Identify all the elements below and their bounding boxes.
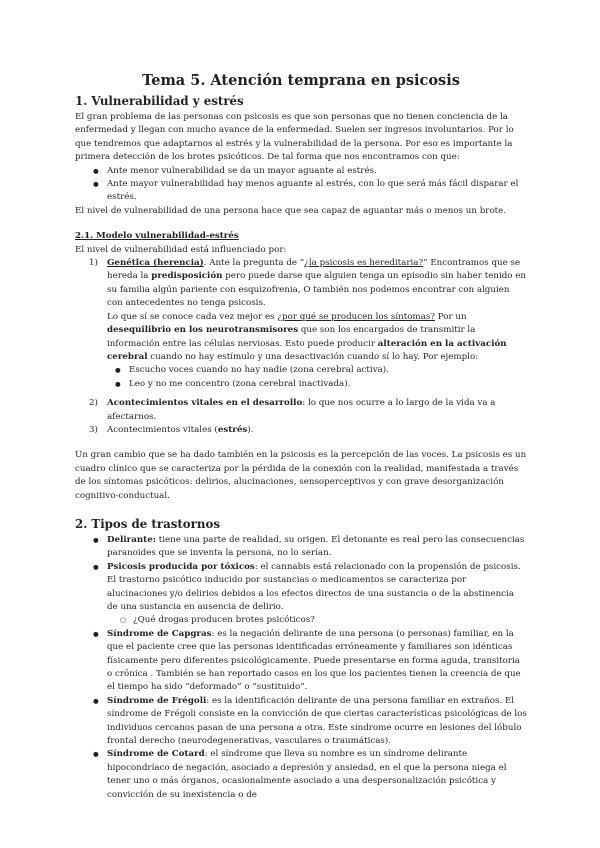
section-1-intro: El gran problema de las personas con psicosis es que son personas que no tienen conciencia de la enfermedad y llegan con mucho avance de la enfermedad. Suelen ser ingresos involuntarios. Por lo que tendremos que adaptarnos al estrés y la vulnerabilidad de la persona. Por eso es importante la primera detección de los brotes psicóticos. De tal forma que nos encontramos con que: [75, 112, 514, 163]
page-title: Tema 5. Atención temprana en psicosis [142, 72, 460, 89]
item-number: 3) [89, 424, 98, 435]
document-page [75, 72, 527, 802]
list-item: ● Síndrome de Cotard: el síndrome que lleva su nombre es un síndrome delirante hipocondríaco de negación, asociado a depresión y ansiedad, en el que la persona niega el tener uno o más órganos, ocasionalmente asociado a una despersonalización psicótica y convicción de su inexistencia o de [75, 748, 527, 802]
section-1-heading: 1. Vulnerabilidad y estrés [75, 94, 244, 108]
item-number: 1) [89, 258, 98, 269]
list-item: ● Psicosis producida por tóxicos: el cannabis está relacionado con la propensión de psicosis. El trastorno psicótico inducido por sustancias o medicamentos se caracteriza por alucinaciones y/o delirios debidos a los efectos directos de una sustancia o de la abstinencia de una sustancia en ausencia de delirio. [75, 561, 527, 615]
section-2-1-intro: El nivel de vulnerabilidad está influenciado por: [75, 244, 287, 255]
list-item: ● Delirante: tiene una parte de realidad, su origen. El detonante es real pero las consecuencias paranoides que se inventa la persona, no lo serían. [75, 534, 527, 561]
numbered-item-genetics [75, 257, 527, 391]
disorders-list [75, 534, 527, 802]
examples-list [107, 364, 527, 391]
item-number: 2) [89, 398, 98, 409]
numbered-item-life-events: 2) Acontecimientos vitales en el desarrollo: lo que nos ocurre a lo largo de la vida va a afectarnos. [89, 398, 496, 422]
neurotransmitters-paragraph: Lo que sí se conoce cada vez mejor es ¿por qué se producen los síntomas? Por un desequilibrio en los neurotransmisores que son los encargados de transmitir la información entre las células nerviosas. Esto puede producir alteración en la activación cerebral cuando no hay estímulo y una desactivación cuando sí lo hay. Por ejemplo: [107, 311, 507, 362]
list-item: ● Síndrome de Capgras: es la negación delirante de una persona (o personas) familiar, en la que el paciente cree que las personas identificadas erróneamente y familiares son idénticas físicamente pero diferentes psicológicamente. Puede presentarse en forma aguda, transitoria o crónica . También se han reportado casos en los que los pacientes tienen la creencia de que el tiempo ha sido “deformado” o “sustituido”. [75, 628, 527, 695]
voices-paragraph: Un gran cambio que se ha dado también en la psicosis es la percepción de las voces. La psicosis es un cuadro clínico que se caracteriza por la pérdida de la conexión con la realidad, manifestada a través de los síntomas psicóticos: delirios, alucinaciones, sensoperceptivos y con grave desorganización cognitivo-conductual. [75, 450, 527, 501]
section-2-heading: 2. Tipos de trastornos [75, 516, 220, 531]
list-item: ● Síndrome de Frégoli: es la identificación delirante de una persona familiar en extraños. El síndrome de Frégoli consiste en la convicción de que ciertas características psicológicas de los individuos cercanos pasan de una persona a otra. Este síndrome ocurre en lesiones del lóbulo frontal derecho (neurodegenerativas, vasculares o traumáticas). [75, 695, 527, 749]
list-item: ● Ante mayor vulnerabilidad hay menos aguante al estrés, con lo que será más fácil disparar el estrés. [75, 178, 527, 205]
list-item: ● Ante menor vulnerabilidad se da un mayor aguante al estrés. [75, 165, 527, 178]
section-1-bullets [75, 165, 527, 205]
numbered-item-stress: 3) Acontecimientos vitales (estrés). [75, 424, 527, 437]
list-item: ● Leo y no me concentro (zona cerebral inactivada). [107, 378, 527, 391]
genetics-paragraph: Genética (herencia). Ante la pregunta de “¿la psicosis es hereditaria?” Encontramos que se hereda la predisposición pero puede darse que alguien tenga un episodio sin haber tenido en su familia algún pariente con esquizofrenia, O también nos podemos encontrar con alguien con antecedentes no tenga psicosis. [107, 258, 527, 309]
section-1-closing: El nivel de vulnerabilidad de una persona hace que sea capaz de aguantar más o menos un brote. [75, 205, 507, 216]
sub-list-item: ○ ¿Qué drogas producen brotes psicóticos? [75, 614, 527, 627]
symptoms-question: ¿por qué se producen los síntomas? [277, 311, 435, 322]
numbered-list [75, 257, 527, 437]
hereditary-question: ¿la psicosis es hereditaria? [304, 258, 424, 269]
section-2-1-heading: 2.1. Modelo vulnerabilidad-estrés [75, 231, 239, 242]
genetics-term: Genética (herencia) [107, 258, 204, 269]
list-item: ● Escucho voces cuando no hay nadie (zona cerebral activa). [107, 364, 527, 377]
